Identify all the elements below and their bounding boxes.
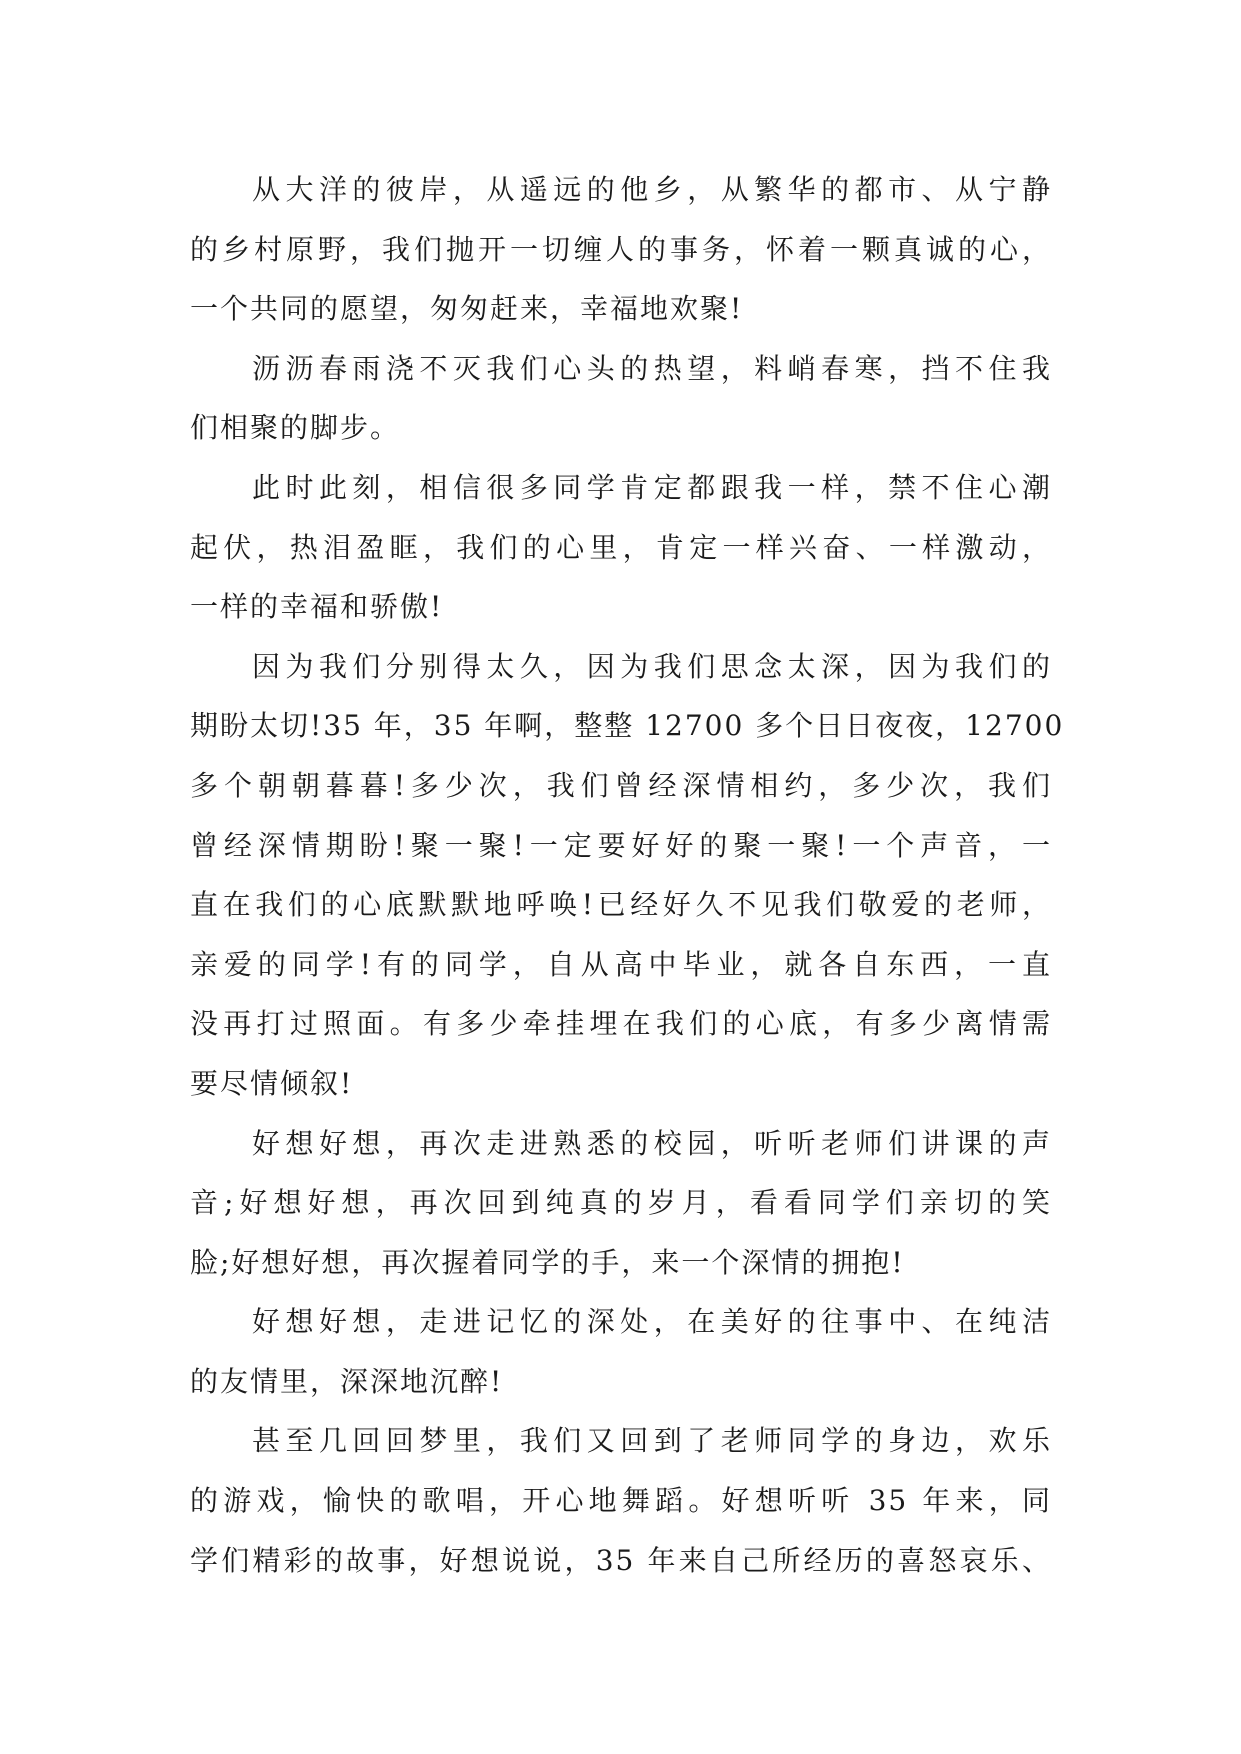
text-line: 音;好想好想，再次回到纯真的岁月，看看同学们亲切的笑 xyxy=(190,1186,1052,1220)
text-line: 一样的幸福和骄傲! xyxy=(190,590,444,624)
text-line: 要尽情倾叙! xyxy=(190,1066,354,1100)
text-line: 因为我们分别得太久，因为我们思念太深，因为我们的 xyxy=(252,649,1052,683)
text-line: 的友情里，深深地沉醉! xyxy=(190,1364,504,1398)
paragraph-2 xyxy=(190,339,1052,458)
text-line: 曾经深情期盼!聚一聚!一定要好好的聚一聚!一个声音，一 xyxy=(190,828,1052,862)
text-line: 从大洋的彼岸，从遥远的他乡，从繁华的都市、从宁静 xyxy=(252,173,1052,206)
text-line: 甚至几回回梦里，我们又回到了老师同学的身边，欢乐 xyxy=(252,1424,1052,1458)
text-line: 起伏，热泪盈眶，我们的心里，肯定一样兴奋、一样激动， xyxy=(190,530,1052,564)
document-body xyxy=(190,160,1065,1590)
paragraph-5 xyxy=(190,1114,1052,1293)
text-line: 的乡村原野，我们抛开一切缠人的事务，怀着一颗真诚的心， xyxy=(190,232,1052,266)
text-line: 没再打过照面。有多少牵挂埋在我们的心底，有多少离情需 xyxy=(190,1007,1052,1041)
paragraph-6 xyxy=(190,1292,1052,1411)
text-line: 一个共同的愿望，匆匆赶来，幸福地欢聚! xyxy=(190,292,744,326)
text-line: 此时此刻，相信很多同学肯定都跟我一样，禁不住心潮 xyxy=(252,470,1052,504)
paragraph-1 xyxy=(190,160,1052,339)
text-line: 沥沥春雨浇不灭我们心头的热望，料峭春寒，挡不住我 xyxy=(252,351,1052,385)
text-line: 脸;好想好想，再次握着同学的手，来一个深情的拥抱! xyxy=(190,1245,905,1279)
text-line: 好想好想，走进记忆的深处，在美好的往事中、在纯洁 xyxy=(252,1305,1052,1339)
text-line: 们相聚的脚步。 xyxy=(190,411,401,445)
text-line: 好想好想，再次走进熟悉的校园，听听老师们讲课的声 xyxy=(252,1126,1052,1160)
text-line: 学们精彩的故事，好想说说，35 年来自己所经历的喜怒哀乐、 xyxy=(190,1543,1052,1577)
text-line: 的游戏，愉快的歌唱，开心地舞蹈。好想听听 35 年来，同 xyxy=(190,1484,1052,1518)
text-line: 期盼太切!35 年，35 年啊，整整 12700 多个日日夜夜，12700 xyxy=(190,709,1065,743)
text-line: 直在我们的心底默默地呼唤!已经好久不见我们敬爱的老师， xyxy=(190,888,1052,922)
paragraph-4 xyxy=(190,637,1065,1114)
text-line: 亲爱的同学!有的同学，自从高中毕业，就各自东西，一直 xyxy=(190,947,1052,981)
text-line: 多个朝朝暮暮!多少次，我们曾经深情相约，多少次，我们 xyxy=(190,768,1052,802)
paragraph-3 xyxy=(190,458,1052,637)
paragraph-7 xyxy=(190,1411,1052,1590)
